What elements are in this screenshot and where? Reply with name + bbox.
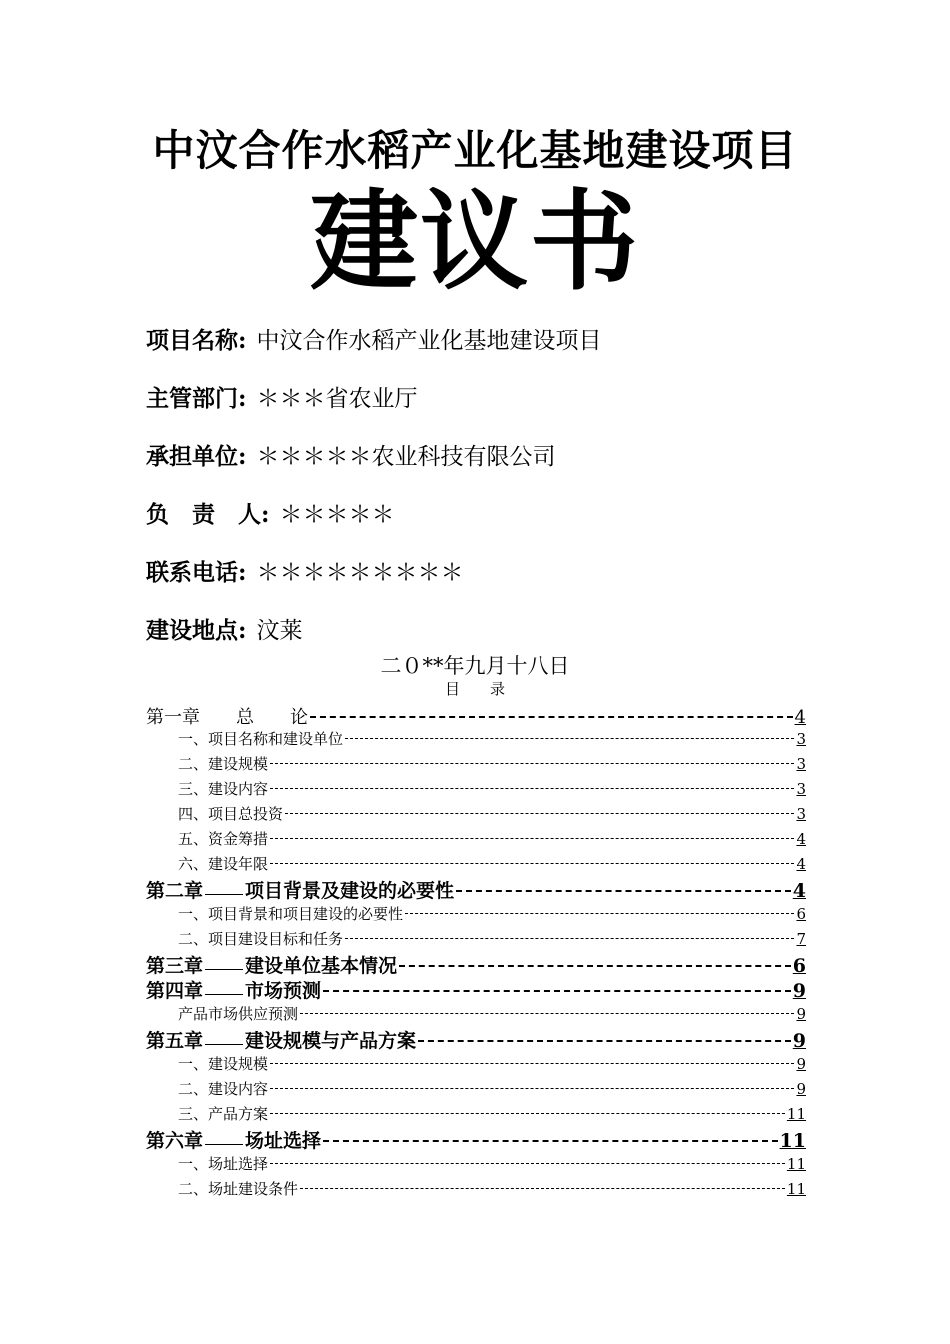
toc-entry-title: 四、项目总投资 — [178, 805, 284, 823]
toc-chapter-entry[interactable] — [146, 876, 806, 901]
toc-entry-title — [146, 1126, 321, 1151]
toc-leader-line — [345, 938, 794, 939]
toc-entry-title: 一、建设规模 — [178, 1055, 269, 1073]
toc-entry-title: 六、建设年限 — [178, 855, 269, 873]
toc-chapter-entry[interactable] — [146, 703, 806, 728]
toc-section-entry[interactable] — [146, 1153, 806, 1175]
toc-entry-title: 产品市场供应预测 — [178, 1005, 299, 1023]
toc-page-number: 4 — [792, 880, 806, 901]
toc-leader-line — [270, 838, 794, 839]
field-label: 承担单位: — [146, 443, 247, 470]
toc-page-number: 11 — [786, 1155, 806, 1173]
toc-page-number: 9 — [796, 1055, 806, 1073]
toc-leader-line — [345, 738, 794, 739]
toc-page-number: 11 — [786, 1105, 806, 1123]
toc-page-number: 4 — [796, 855, 806, 873]
field-organization — [146, 438, 556, 471]
toc-section-entry[interactable] — [146, 803, 806, 825]
toc-entry-title — [146, 976, 321, 1001]
toc-entry-title: 五、资金筹措 — [178, 830, 269, 848]
toc-underline-gap — [205, 894, 243, 895]
toc-chapter-entry[interactable] — [146, 1026, 806, 1051]
toc-chapter-title: 项目背景及建设的必要性 — [245, 880, 455, 901]
toc-leader-line — [323, 990, 791, 992]
toc-chapter-number: 第三章 — [146, 955, 204, 976]
toc-page-number: 9 — [792, 980, 806, 1001]
toc-section-entry[interactable] — [146, 828, 806, 850]
field-value: ＊＊＊省农业厅 — [256, 386, 418, 412]
toc-leader-line — [270, 1163, 785, 1164]
toc-chapter-entry[interactable] — [146, 1126, 806, 1151]
toc-entry-title: 二、场址建设条件 — [178, 1180, 299, 1198]
toc-chapter-title: 场址选择 — [245, 1130, 322, 1151]
toc-section-entry[interactable] — [146, 1178, 806, 1200]
toc-section-entry[interactable] — [146, 753, 806, 775]
toc-section-entry[interactable] — [146, 1078, 806, 1100]
toc-entry-title — [146, 1026, 416, 1051]
toc-chapter-title: 建设规模与产品方案 — [245, 1030, 417, 1051]
field-phone — [146, 554, 464, 587]
document-subtitle: 建议书 — [309, 180, 640, 305]
toc-page-number: 9 — [796, 1005, 806, 1023]
toc-underline-gap — [205, 1144, 243, 1145]
toc-leader-line — [270, 1088, 794, 1089]
field-label: 项目名称: — [146, 327, 247, 354]
toc-page-number: 11 — [786, 1180, 806, 1198]
toc-page-number: 6 — [796, 905, 806, 923]
toc-chapter-title: 建设单位基本情况 — [245, 955, 398, 976]
toc-leader-line — [270, 763, 794, 764]
toc-page-number: 4 — [796, 830, 806, 848]
field-value: ＊＊＊＊＊＊＊＊＊ — [256, 560, 464, 586]
field-label: 主管部门: — [146, 385, 247, 412]
toc-section-entry[interactable] — [146, 1053, 806, 1075]
field-project-name — [146, 322, 602, 355]
toc-section-entry[interactable] — [146, 903, 806, 925]
toc-chapter-entry[interactable] — [146, 951, 806, 976]
toc-chapter-number: 第六章 — [146, 1130, 204, 1151]
toc-leader-line — [270, 1063, 794, 1064]
toc-chapter-number: 第四章 — [146, 980, 204, 1001]
toc-entry-title: 二、建设内容 — [178, 1080, 269, 1098]
toc-entry-title: 一、项目背景和项目建设的必要性 — [178, 905, 404, 923]
field-value: 中汶合作水稻产业化基地建设项目 — [256, 328, 602, 354]
toc-entry-title: 二、项目建设目标和任务 — [178, 930, 344, 948]
toc-entry-title: 三、产品方案 — [178, 1105, 269, 1123]
toc-page-number: 6 — [792, 955, 806, 976]
toc-leader-line — [300, 1013, 794, 1014]
toc-entry-title: 三、建设内容 — [178, 780, 269, 798]
toc-leader-line — [399, 965, 791, 967]
toc-leader-line — [456, 890, 791, 892]
toc-entry-title: 一、场址选择 — [178, 1155, 269, 1173]
field-department — [146, 380, 418, 413]
toc-page-number: 7 — [796, 930, 806, 948]
toc-page-number: 11 — [779, 1130, 806, 1151]
toc-page-number: 9 — [792, 1030, 806, 1051]
toc-chapter-number: 第五章 — [146, 1030, 204, 1051]
field-value: ＊＊＊＊＊农业科技有限公司 — [256, 444, 556, 470]
field-label: 建设地点: — [146, 617, 247, 644]
toc-page-number: 3 — [796, 730, 806, 748]
toc-underline-gap — [205, 1044, 243, 1045]
toc-section-entry[interactable] — [146, 853, 806, 875]
toc-section-entry[interactable] — [146, 1103, 806, 1125]
toc-page-number: 9 — [796, 1080, 806, 1098]
toc-chapter-title: 市场预测 — [245, 980, 322, 1001]
toc-leader-line — [310, 716, 793, 718]
toc-page-number: 3 — [796, 755, 806, 773]
document-date: 二０**年九月十八日 — [380, 654, 570, 678]
toc-leader-line — [405, 913, 794, 914]
toc-entry-title: 第一章 总 论 — [146, 707, 308, 728]
toc-page-number: 4 — [794, 707, 806, 728]
toc-leader-line — [323, 1140, 778, 1142]
toc-underline-gap — [205, 994, 243, 995]
toc-leader-line — [418, 1040, 791, 1042]
toc-entry-title: 一、项目名称和建设单位 — [178, 730, 344, 748]
toc-leader-line — [270, 1113, 785, 1114]
toc-section-entry[interactable] — [146, 928, 806, 950]
toc-leader-line — [285, 813, 794, 814]
toc-chapter-entry[interactable] — [146, 976, 806, 1001]
toc-entry-title — [146, 876, 454, 901]
field-value: ＊＊＊＊＊ — [279, 502, 395, 528]
field-location — [146, 612, 303, 645]
toc-leader-line — [270, 788, 794, 789]
field-value: 汶莱 — [256, 618, 303, 644]
toc-entry-title — [146, 951, 397, 976]
field-label: 负 责 人: — [146, 501, 270, 528]
field-label: 联系电话: — [146, 559, 247, 586]
field-person-in-charge — [146, 496, 395, 529]
document-title: 中汶合作水稻产业化基地建设项目 — [152, 126, 798, 175]
toc-leader-line — [270, 863, 794, 864]
toc-section-entry[interactable] — [146, 728, 806, 750]
toc-heading: 目 录 — [444, 680, 505, 698]
toc-chapter-number: 第二章 — [146, 880, 204, 901]
toc-entry-title: 二、建设规模 — [178, 755, 269, 773]
toc-section-entry[interactable] — [146, 1003, 806, 1025]
toc-page-number: 3 — [796, 780, 806, 798]
toc-underline-gap — [205, 969, 243, 970]
toc-section-entry[interactable] — [146, 778, 806, 800]
toc-leader-line — [300, 1188, 785, 1189]
toc-page-number: 3 — [796, 805, 806, 823]
